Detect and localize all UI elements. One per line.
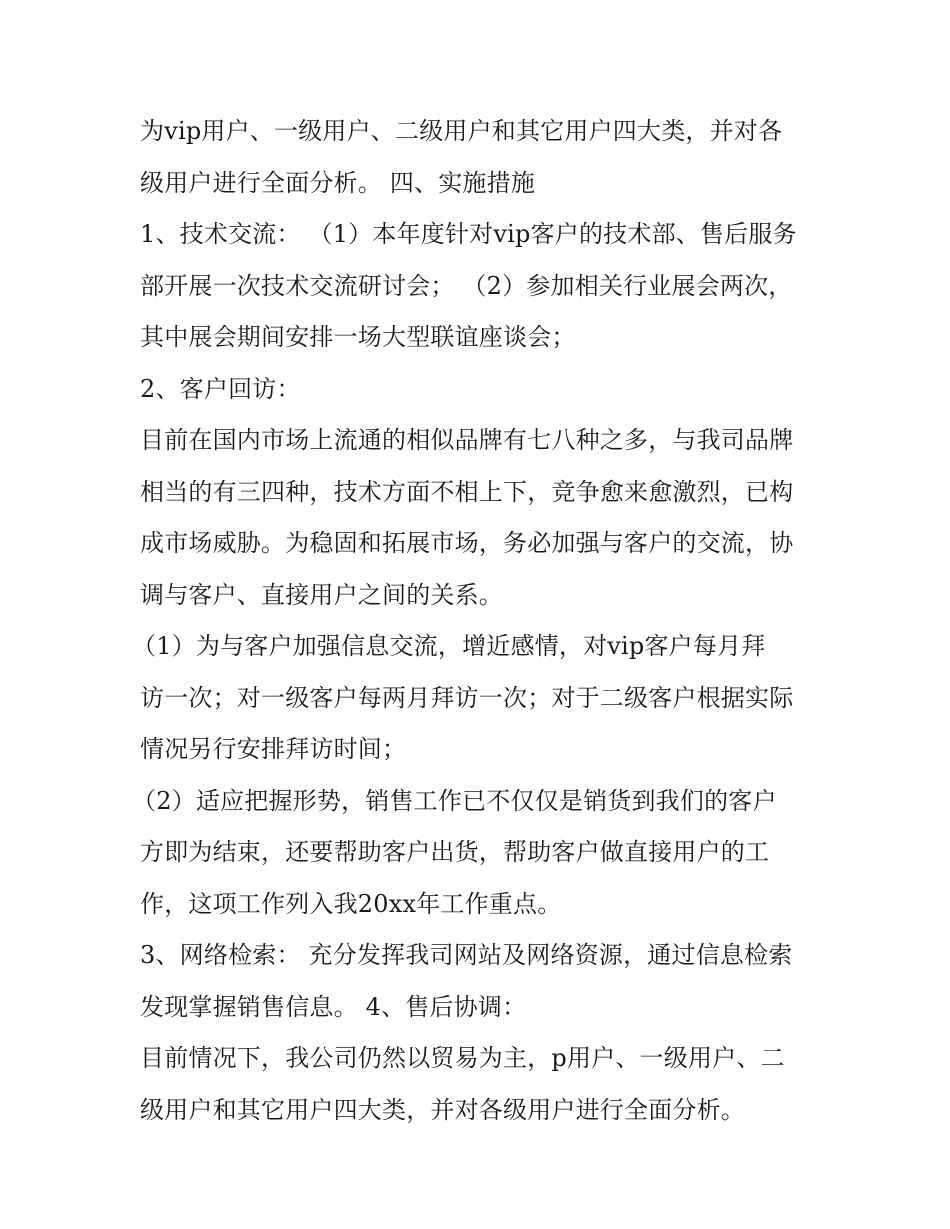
text-line: （2）适应把握形势，销售工作已不仅仅是销货到我们的客户: [132, 786, 777, 815]
text-line: 1、技术交流： （1）本年度针对vip客户的技术部、售后服务: [140, 220, 797, 248]
text-line: 作，这项工作列入我20xx年工作重点。: [140, 889, 562, 918]
text-line: 情况另行安排拜访时间；: [140, 735, 407, 763]
text-line: 级用户和其它用户四大类，并对各级用户进行全面分析。: [140, 1095, 745, 1124]
text-line: 方即为结束，还要帮助客户出货，帮助客户做直接用户的工: [140, 838, 770, 866]
text-line: 目前情况下，我公司仍然以贸易为主，p用户、一级用户、二: [140, 1044, 785, 1072]
text-line: 2、客户回访：: [140, 374, 301, 403]
text-line: 级用户进行全面分析。 四、实施措施: [140, 168, 536, 197]
text-line: 目前在国内市场上流通的相似品牌有七八种之多，与我司品牌: [140, 426, 794, 454]
text-line: 成市场威胁。为稳固和拓展市场，务必加强与客户的交流，协: [140, 529, 794, 557]
text-line: 访一次；对一级客户每两月拜访一次；对于二级客户根据实际: [140, 683, 794, 712]
text-line: 发现掌握销售信息。 4、售后协调：: [140, 992, 527, 1021]
text-line: 其中展会期间安排一场大型联谊座谈会；: [140, 323, 576, 351]
text-line: 部开展一次技术交流研讨会； （2）参加相关行业展会两次，: [140, 271, 793, 300]
text-line: 3、网络检索： 充分发挥我司网站及网络资源，通过信息检索: [140, 941, 793, 969]
text-line: （1）为与客户加强信息交流，增近感情，对vip客户每月拜: [132, 632, 766, 660]
text-line: 为vip用户、一级用户、二级用户和其它用户四大类，并对各: [140, 117, 783, 145]
text-line: 相当的有三四种，技术方面不相上下，竞争愈来愈激烈，已构: [140, 477, 794, 506]
text-line: 调与客户、直接用户之间的关系。: [140, 580, 503, 609]
document-body: [132, 106, 820, 1136]
